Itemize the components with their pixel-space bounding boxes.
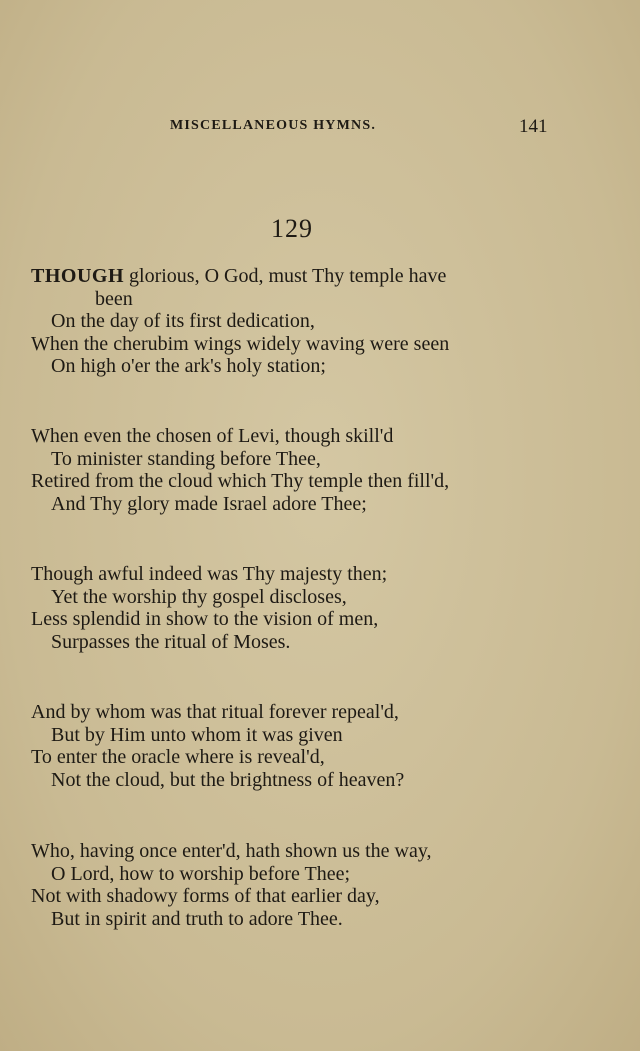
stanza-4 [31,701,571,791]
stanza-line: And Thy glory made Israel adore Thee; [51,492,367,515]
stanza-line: been [95,287,133,310]
stanza-5 [31,840,571,930]
stanza-line: On the day of its first dedication, [51,310,315,332]
stanza-3 [31,563,571,653]
stanza-line: Not the cloud, but the brightness of heaven? [51,768,405,791]
line-text: glorious, O God, must Thy temple have [124,265,447,287]
stanza-line: But by Him unto whom it was given [51,723,343,746]
running-title: MISCELLANEOUS HYMNS. [170,118,377,133]
stanza-line: O Lord, how to worship before Thee; [51,862,351,885]
stanza-2 [31,425,571,515]
stanza-line: On high o'er the ark's holy station; [51,355,326,377]
stanza-line: Less splendid in show to the vision of men, [31,608,379,630]
stanza-line: Who, having once enter'd, hath shown us the way, [31,840,432,862]
opening-word: THOUGH [31,265,125,287]
stanza-line: When the cherubim wings widely waving were seen [31,332,450,355]
stanza-line: And by whom was that ritual forever repeal'd, [31,701,399,723]
stanza-line: To enter the oracle where is reveal'd, [31,746,325,768]
hymn-number: 129 [271,214,313,243]
stanza-line: Yet the worship thy gospel discloses, [51,585,347,608]
stanza-1 [31,265,571,378]
stanza-line: Surpasses the ritual of Moses. [51,630,291,653]
stanza-line: To minister standing before Thee, [51,447,321,470]
stanza-line: Not with shadowy forms of that earlier day, [31,885,380,907]
stanza-line: But in spirit and truth to adore Thee. [51,907,343,930]
page-number: 141 [519,116,548,137]
running-head [0,118,640,140]
stanza-line [31,265,571,288]
stanza-line: Though awful indeed was Thy majesty then; [31,563,388,585]
stanza-line: When even the chosen of Levi, though skill'd [31,425,394,447]
stanza-line: Retired from the cloud which Thy temple then fill'd, [31,470,450,492]
